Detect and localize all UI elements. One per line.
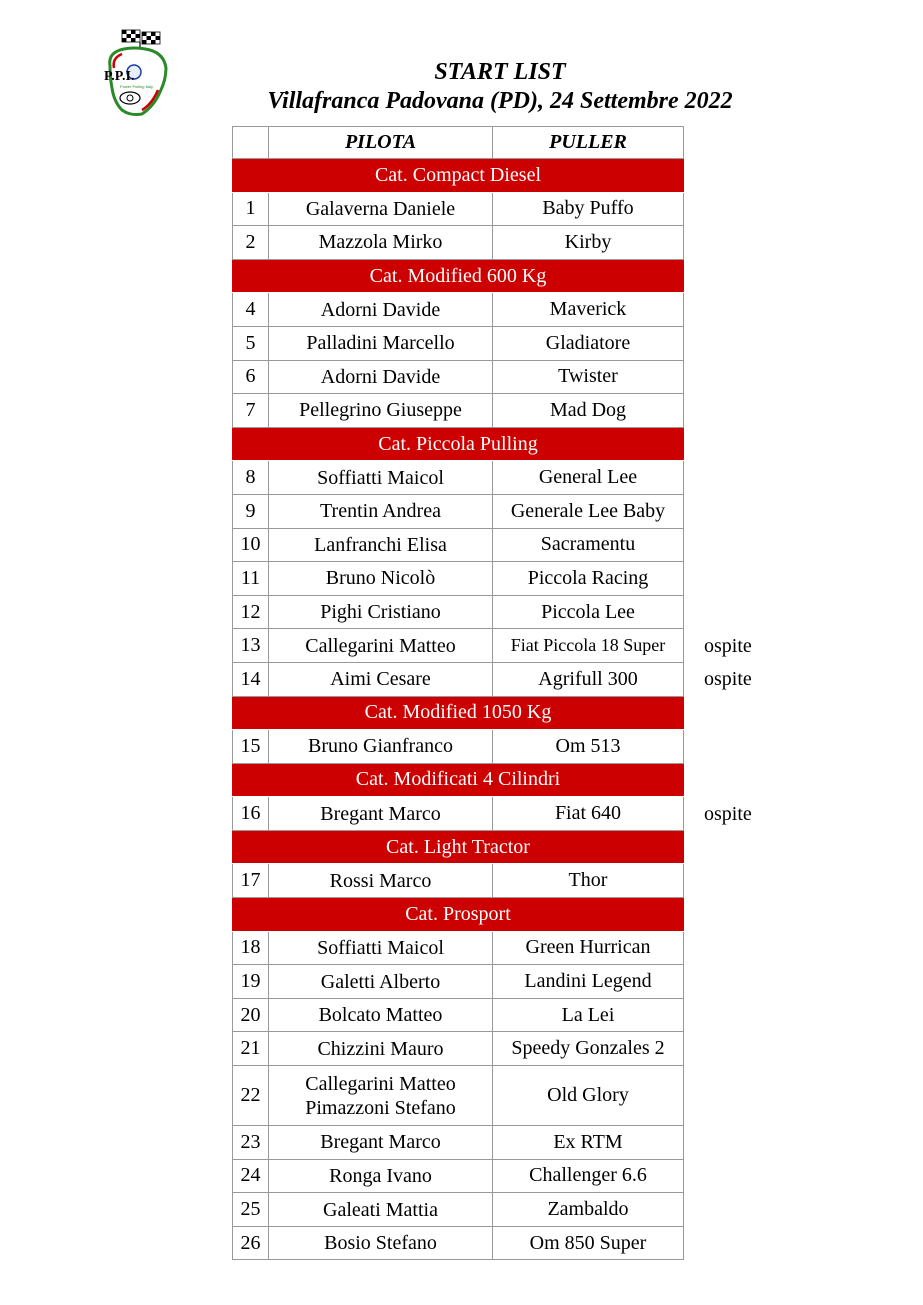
page-subtitle: Villafranca Padovana (PD), 24 Settembre 2022 (267, 88, 733, 114)
entry-pilota: Ronga Ivano (269, 1159, 493, 1193)
category-name: Cat. Modified 600 Kg (233, 259, 684, 293)
entry-pilota: Soffiatti Maicol (269, 461, 493, 495)
entry-puller: Fiat 640 (493, 797, 684, 831)
entry-puller: Kirby (493, 226, 684, 260)
entry-pilota: Callegarini Matteo (269, 629, 493, 663)
entry-number: 12 (233, 595, 269, 629)
entry-row (233, 730, 684, 764)
entry-pilota: Adorni Davide (269, 293, 493, 327)
page-title: START LIST (434, 59, 566, 85)
entry-pilota-line: Pimazzoni Stefano (305, 1096, 456, 1119)
category-name: Cat. Prosport (233, 898, 684, 932)
category-row (233, 427, 684, 461)
guest-note: ospite (704, 634, 752, 657)
entry-puller: Maverick (493, 293, 684, 327)
entry-row (233, 595, 684, 629)
entry-number: 23 (233, 1126, 269, 1160)
entry-puller: Generale Lee Baby (493, 494, 684, 528)
entry-pilota: Bolcato Matteo (269, 998, 493, 1032)
entry-puller: Fiat Piccola 18 Super (493, 629, 684, 663)
category-name: Cat. Piccola Pulling (233, 427, 684, 461)
entry-puller: Twister (493, 360, 684, 394)
entry-puller: Piccola Racing (493, 562, 684, 596)
entry-number: 9 (233, 494, 269, 528)
entry-pilota: Aimi Cesare (269, 662, 493, 696)
entry-pilota: Pellegrino Giuseppe (269, 394, 493, 428)
entry-pilota: Chizzini Mauro (269, 1032, 493, 1066)
entry-puller: Agrifull 300 (493, 662, 684, 696)
entry-row (233, 662, 684, 696)
entry-number: 26 (233, 1226, 269, 1260)
entry-number: 6 (233, 360, 269, 394)
entry-row (233, 1066, 684, 1126)
entry-puller: Mad Dog (493, 394, 684, 428)
entry-pilota: Galeati Mattia (269, 1193, 493, 1227)
entry-pilota: Bregant Marco (269, 1126, 493, 1160)
entry-pilota: Bruno Nicolò (269, 562, 493, 596)
entry-puller: Landini Legend (493, 965, 684, 999)
category-name: Cat. Modified 1050 Kg (233, 696, 684, 730)
entry-puller: Old Glory (493, 1066, 684, 1126)
entry-puller: Om 850 Super (493, 1226, 684, 1260)
entry-row (233, 293, 684, 327)
entry-row (233, 562, 684, 596)
entry-row (233, 1159, 684, 1193)
entry-number: 11 (233, 562, 269, 596)
entry-pilota: Trentin Andrea (269, 494, 493, 528)
entry-pilota (269, 1066, 493, 1126)
entry-number: 21 (233, 1032, 269, 1066)
entry-puller: General Lee (493, 461, 684, 495)
entry-number: 4 (233, 293, 269, 327)
entry-puller: Om 513 (493, 730, 684, 764)
entry-row (233, 1126, 684, 1160)
entry-number: 14 (233, 662, 269, 696)
ppi-logo-graphic (100, 26, 172, 118)
title-block (200, 58, 800, 116)
entry-number: 20 (233, 998, 269, 1032)
category-row (233, 898, 684, 932)
entry-row (233, 864, 684, 898)
guest-note: ospite (704, 668, 752, 691)
entry-pilota: Pighi Cristiano (269, 595, 493, 629)
entry-number: 1 (233, 192, 269, 226)
start-list-body (233, 127, 684, 1260)
entry-pilota: Galetti Alberto (269, 965, 493, 999)
ppi-logo (100, 26, 172, 118)
category-row (233, 830, 684, 864)
entry-pilota-line: Callegarini Matteo (305, 1072, 456, 1095)
entry-row (233, 998, 684, 1032)
category-row (233, 763, 684, 797)
entry-puller: La Lei (493, 998, 684, 1032)
guest-note: ospite (704, 802, 752, 825)
category-row (233, 159, 684, 193)
entry-number: 17 (233, 864, 269, 898)
entry-number: 2 (233, 226, 269, 260)
entry-puller: Piccola Lee (493, 595, 684, 629)
header-number (233, 127, 269, 159)
entry-pilota: Galaverna Daniele (269, 192, 493, 226)
entry-row (233, 528, 684, 562)
category-row (233, 259, 684, 293)
category-name: Cat. Modificati 4 Cilindri (233, 763, 684, 797)
entry-number: 8 (233, 461, 269, 495)
entry-row (233, 226, 684, 260)
entry-number: 13 (233, 629, 269, 663)
entry-puller: Sacramentu (493, 528, 684, 562)
entry-number: 25 (233, 1193, 269, 1227)
entry-pilota: Bosio Stefano (269, 1226, 493, 1260)
entry-number: 19 (233, 965, 269, 999)
entry-number: 5 (233, 326, 269, 360)
entry-puller: Zambaldo (493, 1193, 684, 1227)
entry-row (233, 494, 684, 528)
entry-pilota: Bruno Gianfranco (269, 730, 493, 764)
entry-puller: Gladiatore (493, 326, 684, 360)
entry-puller: Speedy Gonzales 2 (493, 1032, 684, 1066)
entry-row (233, 1032, 684, 1066)
entry-puller: Ex RTM (493, 1126, 684, 1160)
entry-row (233, 1193, 684, 1227)
entry-pilota: Soffiatti Maicol (269, 931, 493, 965)
entry-row (233, 326, 684, 360)
entry-pilota: Rossi Marco (269, 864, 493, 898)
entry-row (233, 360, 684, 394)
entry-number: 10 (233, 528, 269, 562)
entry-row (233, 461, 684, 495)
entry-row (233, 629, 684, 663)
header-pilota: PILOTA (269, 127, 493, 159)
entry-row (233, 394, 684, 428)
entry-row (233, 1226, 684, 1260)
entry-number: 16 (233, 797, 269, 831)
entry-number: 24 (233, 1159, 269, 1193)
entry-puller: Challenger 6.6 (493, 1159, 684, 1193)
category-row (233, 696, 684, 730)
entry-pilota: Mazzola Mirko (269, 226, 493, 260)
entry-pilota: Adorni Davide (269, 360, 493, 394)
entry-puller: Baby Puffo (493, 192, 684, 226)
entry-row (233, 931, 684, 965)
category-name: Cat. Light Tractor (233, 830, 684, 864)
entry-pilota: Bregant Marco (269, 797, 493, 831)
category-name: Cat. Compact Diesel (233, 159, 684, 193)
logo-text: P.P.I. (104, 69, 135, 84)
entry-row (233, 797, 684, 831)
entry-number: 22 (233, 1066, 269, 1126)
logo-subtext: Power Pulling Italy (120, 84, 153, 89)
entry-pilota: Palladini Marcello (269, 326, 493, 360)
header-puller: PULLER (493, 127, 684, 159)
entry-puller: Green Hurrican (493, 931, 684, 965)
entry-puller: Thor (493, 864, 684, 898)
entry-number: 7 (233, 394, 269, 428)
entry-row (233, 192, 684, 226)
start-list-table (232, 126, 684, 1260)
header-row (233, 127, 684, 159)
entry-row (233, 965, 684, 999)
entry-pilota: Lanfranchi Elisa (269, 528, 493, 562)
entry-number: 18 (233, 931, 269, 965)
entry-number: 15 (233, 730, 269, 764)
